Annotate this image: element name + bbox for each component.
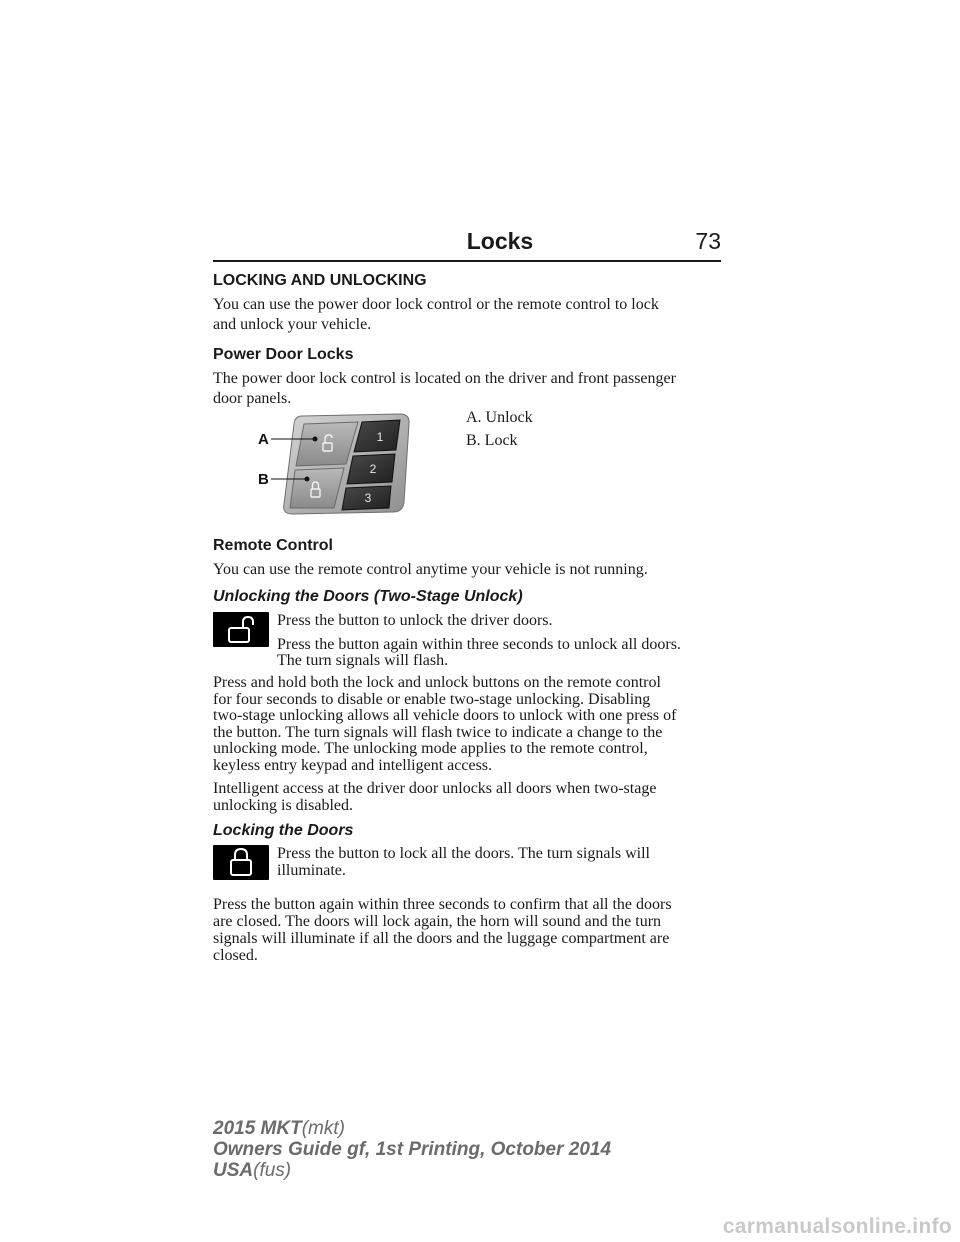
lock-icon: [213, 845, 269, 880]
callout-b-text: B. Lock: [466, 432, 518, 449]
two-stage-line-3: two-stage unlocking allows all vehicle doors to unlock with one press of: [213, 707, 677, 724]
watermark-text: carmanualsonline.info: [722, 1215, 952, 1238]
remote-control-text: You can use the remote control anytime your vehicle is not running.: [213, 561, 648, 578]
footer-market: USA: [213, 1160, 254, 1181]
lock-confirm-line-3: signals will illuminate if all the doors and the luggage compartment are: [213, 930, 670, 947]
callout-a-letter: A: [258, 431, 269, 448]
heading-remote-control: Remote Control: [213, 537, 333, 554]
callout-b-letter: B: [258, 471, 269, 488]
intro-line-1: You can use the power door lock control or the remote control to lock: [213, 296, 659, 313]
power-locks-text-1: The power door lock control is located on the driver and front passenger: [213, 370, 676, 387]
heading-locking-doors: Locking the Doors: [213, 822, 354, 839]
footer-line-1: [213, 1118, 611, 1139]
two-stage-line-1: Press and hold both the lock and unlock buttons on the remote control: [213, 674, 661, 691]
heading-power-door-locks: Power Door Locks: [213, 346, 354, 363]
door-lock-switch-drawing: [250, 410, 415, 522]
footer: [213, 1118, 611, 1181]
lock-text-line-2: illuminate.: [277, 862, 346, 879]
callout-a-text: A. Unlock: [466, 409, 533, 426]
lock-confirm-line-4: closed.: [213, 947, 258, 964]
unlock-icon: [213, 612, 269, 647]
footer-line-3: [213, 1160, 611, 1181]
lock-confirm-line-1: Press the button again within three seconds to confirm that all the doors: [213, 896, 672, 913]
two-stage-line-4: the button. The turn signals will flash twice to indicate a change to the: [213, 723, 663, 741]
footer-model: 2015 MKT: [213, 1118, 302, 1139]
two-stage-line-6: keyless entry keypad and intelligent access.: [213, 756, 493, 774]
intelligent-access-line-1: Intelligent access at the driver door unlocks all doors when two-stage: [213, 780, 657, 797]
lock-confirm-line-2: are closed. The doors will lock again, the horn will sound and the turn: [213, 913, 662, 930]
header-rule: [213, 260, 721, 262]
footer-line-2: Owners Guide gf, 1st Printing, October 2014: [213, 1139, 612, 1160]
unlock-step-2-line-2: The turn signals will flash.: [277, 652, 449, 669]
unlock-step-1: Press the button to unlock the driver doors.: [277, 612, 553, 629]
door-lock-switch-illustration: [250, 410, 415, 522]
footer-model-code: (mkt): [301, 1118, 345, 1139]
heading-unlocking-doors: Unlocking the Doors (Two-Stage Unlock): [213, 588, 523, 605]
running-head: [213, 228, 721, 262]
heading-locking-unlocking: LOCKING AND UNLOCKING: [213, 272, 427, 289]
two-stage-line-2: for four seconds to disable or enable two-stage unlocking. Disabling: [213, 690, 651, 708]
memory-button-2-label: 2: [369, 462, 377, 476]
footer-market-code: (fus): [253, 1160, 292, 1181]
power-locks-text-2: door panels.: [213, 390, 292, 407]
unlock-step-2-line-1: Press the button again within three seconds to unlock all doors.: [277, 636, 681, 653]
callout-a-dot: [313, 437, 318, 442]
two-stage-paragraph: [213, 675, 733, 774]
intro-line-2: and unlock your vehicle.: [213, 316, 372, 333]
lock-confirm-paragraph: [213, 896, 733, 964]
intelligent-access-line-2: unlocking is disabled.: [213, 797, 353, 814]
page-number: 73: [695, 228, 721, 254]
callout-b-dot: [305, 477, 310, 482]
section-title: Locks: [466, 228, 534, 254]
intelligent-access-paragraph: [213, 780, 733, 814]
lock-text-line-1: Press the button to lock all the doors. The turn signals will: [277, 845, 650, 862]
memory-button-3-label: 3: [364, 491, 372, 505]
two-stage-line-5: unlocking mode. The unlocking mode applies to the remote control,: [213, 740, 648, 757]
memory-button-1-label: 1: [376, 430, 384, 444]
